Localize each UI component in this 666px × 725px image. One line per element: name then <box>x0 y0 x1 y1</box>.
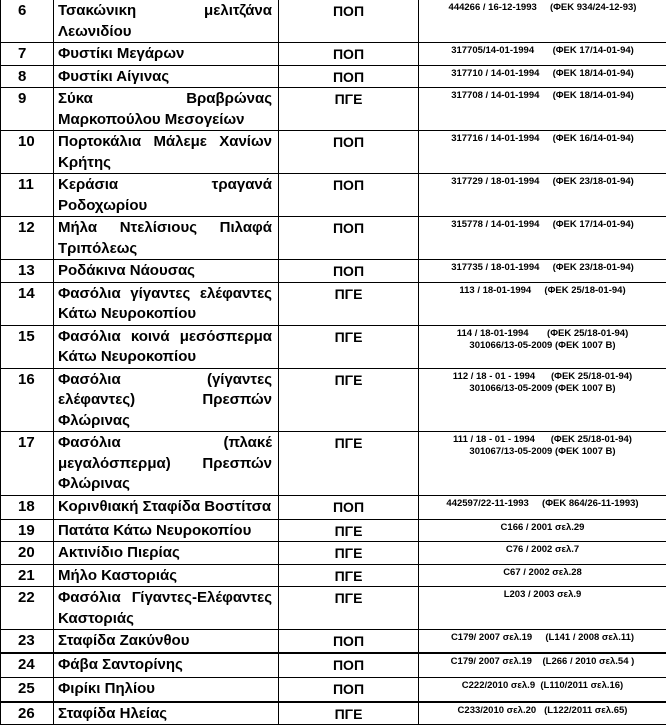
product-name-line: Ακτινίδιο Πιερίας <box>58 543 272 564</box>
registration-reference: C179/ 2007 σελ.19 (L266 / 2010 σελ.54 ) <box>419 653 666 678</box>
row-number: 19 <box>1 519 54 542</box>
designation-type: ΠΟΠ <box>279 0 419 43</box>
designation-type: ΠΓΕ <box>279 519 419 542</box>
table-row <box>1 131 666 174</box>
product-name-line: Σταφίδα Ζακύνθου <box>58 631 272 652</box>
designation-type: ΠΓΕ <box>279 282 419 325</box>
row-number: 24 <box>1 653 54 678</box>
table-row <box>1 587 666 630</box>
designation-type: ΠΟΠ <box>279 131 419 174</box>
registration-reference: 317729 / 18-01-1994 (ΦΕΚ 23/18-01-94) <box>419 174 666 217</box>
designation-type: ΠΓΕ <box>279 564 419 587</box>
product-name-line: Σταφίδα Ηλείας <box>58 704 272 725</box>
product-name-line: Πορτοκάλια Μάλεμε Χανίων <box>58 132 272 153</box>
table-row <box>1 630 666 653</box>
row-number: 12 <box>1 217 54 260</box>
product-name-line: Φυστίκι Αίγινας <box>58 67 272 88</box>
product-name <box>54 0 279 43</box>
product-name <box>54 542 279 565</box>
table-row <box>1 519 666 542</box>
registration-reference: 114 / 18-01-1994 (ΦΕΚ 25/18-01-94) 301066/13-05-2009 (ΦΕΚ 1007 Β) <box>419 325 666 368</box>
table-row <box>1 260 666 283</box>
product-name <box>54 88 279 131</box>
row-number: 14 <box>1 282 54 325</box>
registration-reference: C233/2010 σελ.20 (L122/2011 σελ.65) <box>419 702 666 725</box>
product-name-line: Μήλο Καστοριάς <box>58 566 272 587</box>
designation-type: ΠΓΕ <box>279 587 419 630</box>
row-number: 8 <box>1 65 54 88</box>
registration-reference: C76 / 2002 σελ.7 <box>419 542 666 565</box>
row-number: 9 <box>1 88 54 131</box>
product-name-line: Φάβα Σαντορίνης <box>58 655 272 676</box>
product-name-line: Κορινθιακή Σταφίδα Βοστίτσα <box>58 497 272 518</box>
designation-type: ΠΓΕ <box>279 432 419 496</box>
product-name-line: Κρήτης <box>58 153 272 174</box>
product-name-line: Φασόλια (πλακέ <box>58 433 272 454</box>
registration-reference: 317735 / 18-01-1994 (ΦΕΚ 23/18-01-94) <box>419 260 666 283</box>
product-name <box>54 432 279 496</box>
registration-reference: 317705/14-01-1994 (ΦΕΚ 17/14-01-94) <box>419 43 666 66</box>
registration-reference: 317710 / 14-01-1994 (ΦΕΚ 18/14-01-94) <box>419 65 666 88</box>
product-name-line: Φασόλια γίγαντες ελέφαντες <box>58 284 272 305</box>
table-row <box>1 43 666 66</box>
designation-type: ΠΓΕ <box>279 368 419 432</box>
designation-type: ΠΓΕ <box>279 702 419 725</box>
row-number: 11 <box>1 174 54 217</box>
product-name-line: Πατάτα Κάτω Νευροκοπίου <box>58 521 272 542</box>
registration-reference: C222/2010 σελ.9 (L110/2011 σελ.16) <box>419 678 666 702</box>
product-name-line: Φασόλια (γίγαντες <box>58 370 272 391</box>
table-row <box>1 217 666 260</box>
table-row <box>1 368 666 432</box>
row-number: 20 <box>1 542 54 565</box>
designation-type: ΠΓΕ <box>279 542 419 565</box>
table-row <box>1 542 666 565</box>
product-name-line: Μαρκοπούλου Μεσογείων <box>58 110 272 131</box>
product-name-line: Μήλα Ντελίσιους Πιλαφά <box>58 218 272 239</box>
table-row <box>1 0 666 43</box>
table-row <box>1 495 666 519</box>
row-number: 26 <box>1 702 54 725</box>
designation-type: ΠΟΠ <box>279 260 419 283</box>
product-name-line: Φασόλια Γίγαντες-Ελέφαντες <box>58 588 272 609</box>
row-number: 16 <box>1 368 54 432</box>
registration-reference: 111 / 18 - 01 - 1994 (ΦΕΚ 25/18-01-94) 301067/13-05-2009 (ΦΕΚ 1007 Β) <box>419 432 666 496</box>
product-name-line: Φλώρινας <box>58 411 272 432</box>
table-row <box>1 174 666 217</box>
product-name-line: Τριπόλεως <box>58 239 272 260</box>
product-name-line: Τσακώνικη μελιτζάνα <box>58 1 272 22</box>
designation-type: ΠΓΕ <box>279 325 419 368</box>
registration-reference: 112 / 18 - 01 - 1994 (ΦΕΚ 25/18-01-94) 301066/13-05-2009 (ΦΕΚ 1007 Β) <box>419 368 666 432</box>
product-name <box>54 653 279 678</box>
registration-reference: C166 / 2001 σελ.29 <box>419 519 666 542</box>
registration-reference: 317716 / 14-01-1994 (ΦΕΚ 16/14-01-94) <box>419 131 666 174</box>
product-name-line: Κάτω Νευροκοπίου <box>58 304 272 325</box>
product-name <box>54 325 279 368</box>
product-name <box>54 217 279 260</box>
product-name <box>54 587 279 630</box>
product-name <box>54 495 279 519</box>
registration-reference: 113 / 18-01-1994 (ΦΕΚ 25/18-01-94) <box>419 282 666 325</box>
product-name <box>54 260 279 283</box>
product-name <box>54 174 279 217</box>
row-number: 7 <box>1 43 54 66</box>
registration-reference: 315778 / 14-01-1994 (ΦΕΚ 17/14-01-94) <box>419 217 666 260</box>
product-name <box>54 65 279 88</box>
row-number: 10 <box>1 131 54 174</box>
designation-type: ΠΟΠ <box>279 65 419 88</box>
product-name-line: ελέφαντες) Πρεσπών <box>58 390 272 411</box>
designation-type: ΠΓΕ <box>279 88 419 131</box>
designation-type: ΠΟΠ <box>279 43 419 66</box>
registration-reference: 317708 / 14-01-1994 (ΦΕΚ 18/14-01-94) <box>419 88 666 131</box>
table-row <box>1 678 666 702</box>
row-number: 22 <box>1 587 54 630</box>
table-row <box>1 653 666 678</box>
product-name-line: Ροδοχωρίου <box>58 196 272 217</box>
designation-type: ΠΟΠ <box>279 630 419 653</box>
row-number: 21 <box>1 564 54 587</box>
product-name-line: Φιρίκι Πηλίου <box>58 679 272 700</box>
product-name-line: Ροδάκινα Νάουσας <box>58 261 272 282</box>
table-row <box>1 564 666 587</box>
registration-reference: L203 / 2003 σελ.9 <box>419 587 666 630</box>
product-name-line: Φλώρινας <box>58 474 272 495</box>
designation-type: ΠΟΠ <box>279 217 419 260</box>
table-row <box>1 65 666 88</box>
product-name-line: Λεωνιδίου <box>58 22 272 43</box>
row-number: 13 <box>1 260 54 283</box>
product-name <box>54 282 279 325</box>
product-name-line: Κάτω Νευροκοπίου <box>58 347 272 368</box>
table-row <box>1 282 666 325</box>
table-row <box>1 432 666 496</box>
product-name <box>54 564 279 587</box>
product-name-line: Καστοριάς <box>58 609 272 630</box>
row-number: 23 <box>1 630 54 653</box>
product-name <box>54 519 279 542</box>
designation-type: ΠΟΠ <box>279 653 419 678</box>
product-name <box>54 368 279 432</box>
product-name-line: Φασόλια κοινά μεσόσπερμα <box>58 327 272 348</box>
product-name-line: Σύκα Βραβρώνας <box>58 89 272 110</box>
row-number: 6 <box>1 0 54 43</box>
registration-reference: C67 / 2002 σελ.28 <box>419 564 666 587</box>
product-name-line: Κεράσια τραγανά <box>58 175 272 196</box>
row-number: 18 <box>1 495 54 519</box>
table-row <box>1 88 666 131</box>
product-name <box>54 43 279 66</box>
product-name-line: Φυστίκι Μεγάρων <box>58 44 272 65</box>
product-name <box>54 131 279 174</box>
row-number: 15 <box>1 325 54 368</box>
table-row <box>1 325 666 368</box>
row-number: 25 <box>1 678 54 702</box>
product-name-line: μεγαλόσπερμα) Πρεσπών <box>58 454 272 475</box>
product-name <box>54 678 279 702</box>
row-number: 17 <box>1 432 54 496</box>
product-name <box>54 630 279 653</box>
registration-reference: 444266 / 16-12-1993 (ΦΕΚ 934/24-12-93) <box>419 0 666 43</box>
designation-type: ΠΟΠ <box>279 678 419 702</box>
registration-reference: C179/ 2007 σελ.19 (L141 / 2008 σελ.11) <box>419 630 666 653</box>
designation-type: ΠΟΠ <box>279 495 419 519</box>
registration-reference: 442597/22-11-1993 (ΦΕΚ 864/26-11-1993) <box>419 495 666 519</box>
designation-type: ΠΟΠ <box>279 174 419 217</box>
